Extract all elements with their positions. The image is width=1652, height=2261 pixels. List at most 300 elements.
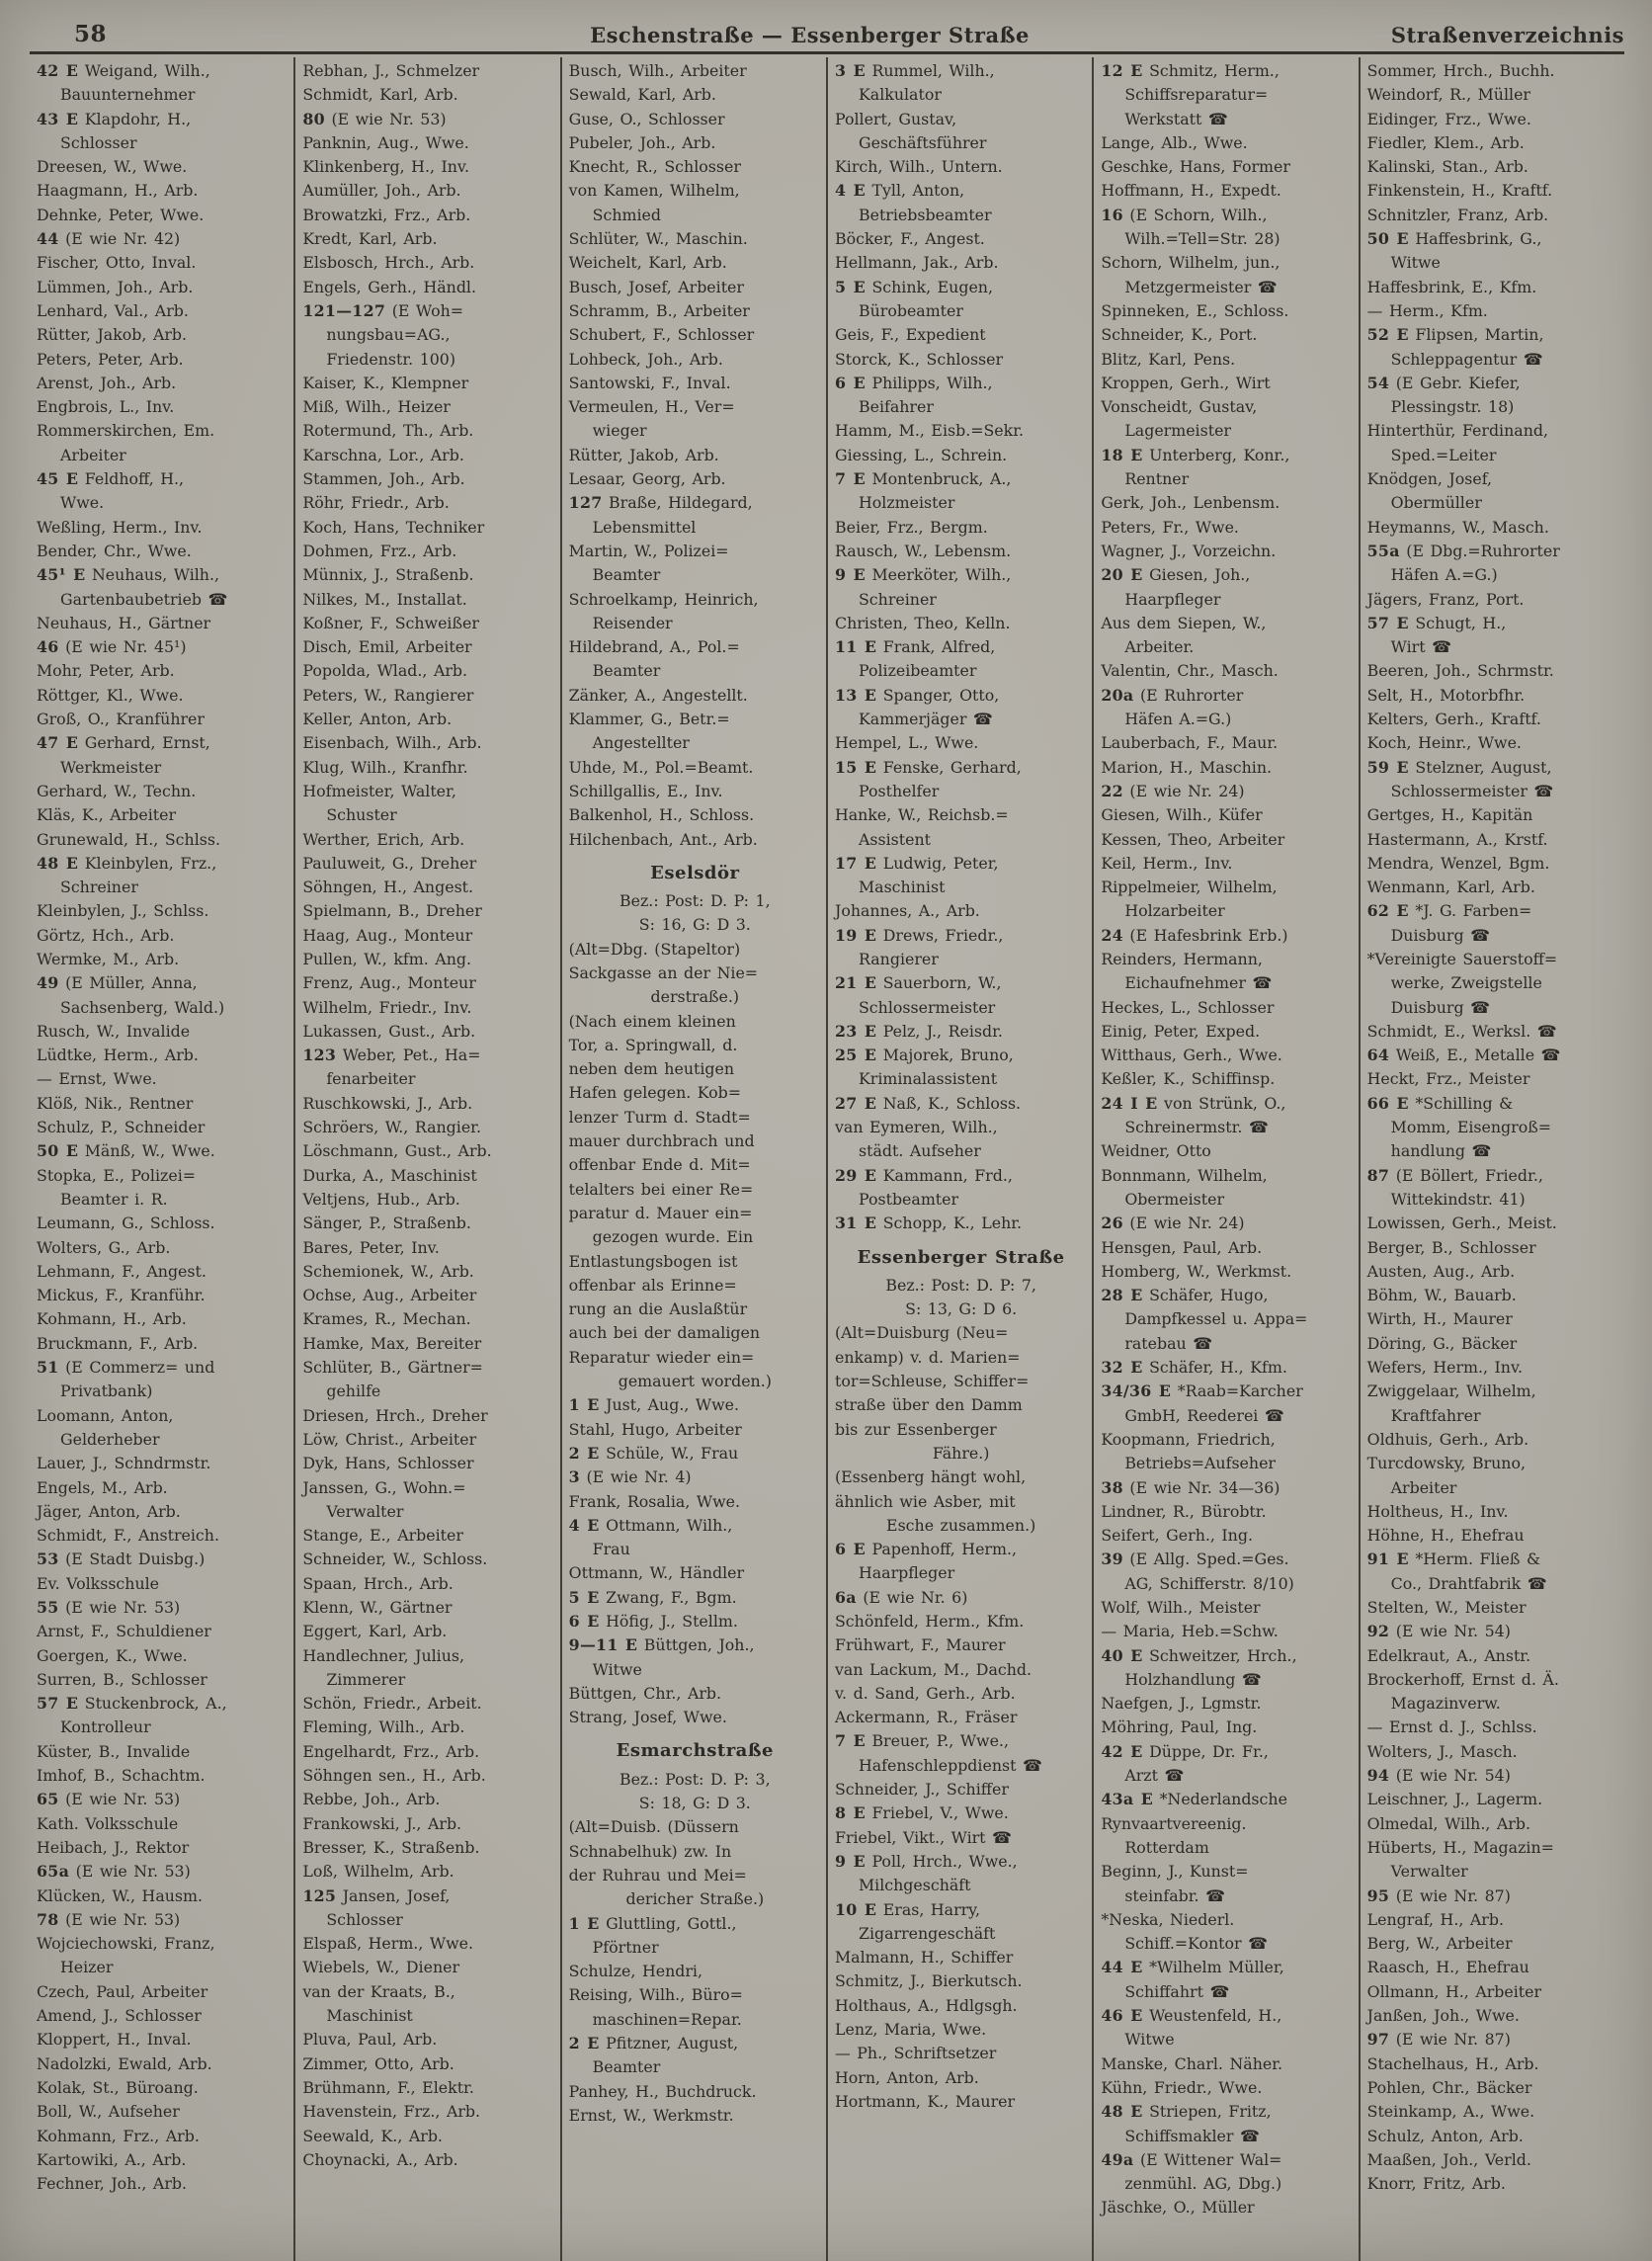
directory-entry-line: 78 (E wie Nr. 53) (37, 1909, 181, 1929)
directory-entry-line: Goergen, K., Wwe. (37, 1645, 188, 1665)
directory-entry-line: auch bei der damaligen (568, 1323, 761, 1343)
directory-entry-line: 65a (E wie Nr. 53) (37, 1862, 191, 1882)
directory-entry-line: 6 E Philipps, Wilh., (834, 373, 993, 392)
directory-entry-line: Einig, Peter, Exped. (1101, 1021, 1261, 1041)
directory-entry-line: 64 Weiß, E., Metalle ☎ (1366, 1046, 1561, 1065)
directory-entry-line: Krames, R., Mechan. (302, 1309, 471, 1329)
directory-entry-line: rung an die Auslaßtür (568, 1299, 748, 1319)
directory-entry-line: Peters, W., Rangierer (302, 685, 474, 705)
directory-entry-line: Lindner, R., Bürobtr. (1101, 1501, 1267, 1521)
directory-entry-line: Holthaus, A., Hdlgsgh. (834, 1995, 1018, 2015)
entry-continuation-line: Schmied (592, 205, 661, 224)
directory-entry-line: Hortmann, K., Maurer (834, 2091, 1016, 2111)
directory-entry-line: 91 E *Herm. Fließ & (1366, 1549, 1541, 1569)
directory-entry-line: 39 (E Allg. Sped.=Ges. (1101, 1549, 1289, 1569)
directory-entry-line: tor=Schleuse, Schiffer= (834, 1372, 1030, 1391)
district-postal-info: S: 18, G: D 3. (638, 1794, 751, 1813)
directory-entry-line: 87 (E Böllert, Friedr., (1366, 1165, 1543, 1185)
directory-entry-line: 50 E Mänß, W., Wwe. (37, 1141, 215, 1161)
entry-continuation-line: Privatbank) (60, 1382, 153, 1401)
directory-entry-line: straße über den Damm (834, 1395, 1023, 1415)
directory-entry-line: Stelten, W., Meister (1366, 1598, 1527, 1617)
directory-entry-line: Busch, Josef, Arbeiter (568, 277, 744, 296)
directory-entry-line: Rütter, Jakob, Arb. (568, 445, 719, 464)
directory-entry-line: Sommer, Hrch., Buchh. (1366, 61, 1555, 80)
directory-entry-line: 57 E Stuckenbrock, A., (37, 1694, 227, 1714)
directory-entry-line: Döring, G., Bäcker (1366, 1333, 1518, 1353)
directory-entry-line: Arnst, F., Schuldiener (37, 1622, 211, 1641)
directory-entry-line: 55a (E Dbg.=Ruhrorter (1366, 541, 1560, 560)
directory-entry-line: (Essenberg hängt wohl, (834, 1467, 1027, 1487)
directory-entry-line: Stahl, Hugo, Arbeiter (568, 1419, 742, 1439)
directory-entry-line: Balkenhol, H., Schloss. (568, 805, 755, 825)
directory-entry-line: Schmitz, J., Bierkutsch. (834, 1971, 1023, 1991)
entry-continuation-line: Betriebs=Aufseher (1124, 1454, 1276, 1473)
directory-entry-line: Koch, Heinr., Wwe. (1366, 733, 1522, 753)
directory-entry-line: 51 (E Commerz= und (37, 1358, 215, 1378)
directory-entry-line: 97 (E wie Nr. 87) (1366, 2030, 1511, 2050)
directory-entry-line: 92 (E wie Nr. 54) (1366, 1622, 1511, 1641)
directory-entry-line: Edelkraut, A., Anstr. (1366, 1645, 1531, 1665)
directory-entry-line: Hafen gelegen. Kob= (568, 1083, 742, 1103)
directory-entry-line: 3 E Rummel, Wilh., (834, 61, 995, 80)
directory-entry-line: 95 (E wie Nr. 87) (1366, 1885, 1511, 1905)
entry-continuation-line: Magazinverw. (1390, 1694, 1501, 1714)
directory-entry-line: Bresser, K., Straßenb. (302, 1837, 480, 1857)
directory-entry-line: Frankowski, J., Arb. (302, 1813, 462, 1833)
directory-entry-line: offenbar Ende d. Mit= (568, 1155, 751, 1175)
directory-entry-line: — Ernst, Wwe. (37, 1069, 157, 1089)
directory-entry-line: Maaßen, Joh., Verld. (1366, 2149, 1531, 2169)
entry-continuation-line: Arbeiter. (1124, 637, 1195, 657)
directory-entry-line: Geschke, Hans, Former (1101, 157, 1290, 177)
directory-entry-line: Nilkes, M., Installat. (302, 589, 467, 609)
directory-entry-line: Steinkamp, A., Wwe. (1366, 2102, 1535, 2122)
directory-entry-line: Rommerskirchen, Em. (37, 421, 215, 441)
directory-entry-line: 24 I E von Strünk, O., (1101, 1093, 1286, 1113)
directory-entry-line: 3 (E wie Nr. 4) (568, 1467, 692, 1487)
directory-entry-line: Hensgen, Paul, Arb. (1101, 1237, 1263, 1257)
directory-entry-line: Beier, Frz., Bergm. (834, 517, 988, 537)
directory-entry-line: Pullen, W., kfm. Ang. (302, 949, 471, 968)
entry-continuation-line: Schlossermeister ☎ (1390, 781, 1554, 800)
directory-entry-line: Höhne, H., Ehefrau (1366, 1526, 1525, 1546)
directory-entry-line: 45 E Feldhoff, H., (37, 469, 185, 489)
directory-entry-line: Ruschkowski, J., Arb. (302, 1093, 473, 1113)
directory-entry-line: Pluva, Paul, Arb. (302, 2030, 438, 2050)
directory-entry-line: 123 Weber, Pet., Ha= (302, 1046, 481, 1065)
directory-entry-line: Kroppen, Gerh., Wirt (1101, 373, 1271, 392)
entry-continuation-line: Postbeamter (858, 1189, 959, 1209)
directory-entry-line: Ochse, Aug., Arbeiter (302, 1286, 477, 1305)
directory-entry-line: offenbar als Erinne= (568, 1275, 737, 1295)
directory-entry-line: Fiedler, Klem., Arb. (1366, 132, 1525, 152)
directory-column (826, 57, 1092, 2261)
directory-entry-line: Röttger, Kl., Wwe. (37, 685, 184, 705)
directory-entry-line: Löschmann, Gust., Arb. (302, 1141, 492, 1161)
directory-entry-line: Panknin, Aug., Wwe. (302, 132, 469, 152)
description-line: dericher Straße.) (625, 1889, 765, 1909)
directory-entry-line: Eggert, Karl, Arb. (302, 1622, 448, 1641)
directory-entry-line: Haagmann, H., Arb. (37, 181, 199, 201)
directory-entry-line: Klinkenberg, H., Inv. (302, 157, 469, 177)
directory-entry-line: Pollert, Gustav, (834, 109, 957, 128)
directory-entry-line: Weidner, Otto (1101, 1141, 1211, 1161)
directory-entry-line: Dehnke, Peter, Wwe. (37, 205, 205, 224)
directory-entry-line: Boll, W., Aufseher (37, 2102, 180, 2122)
directory-entry-line: Brockerhoff, Ernst d. Ä. (1366, 1669, 1559, 1689)
directory-entry-line: Koopmann, Friedrich, (1101, 1429, 1276, 1449)
directory-entry-line: — Ernst d. J., Schlss. (1366, 1717, 1537, 1737)
directory-entry-line: Schlüter, B., Gärtner= (302, 1358, 483, 1378)
directory-entry-line: Knödgen, Josef, (1366, 469, 1493, 489)
directory-entry-line: Hanke, W., Reichsb.= (834, 805, 1009, 825)
entry-continuation-line: maschinen=Repar. (592, 2009, 742, 2029)
entry-continuation-line: Plessingstr. 18) (1390, 397, 1515, 417)
directory-entry-line: Engbrois, L., Inv. (37, 397, 175, 417)
directory-entry-line: Czech, Paul, Arbeiter (37, 1981, 208, 2001)
entry-continuation-line: Lagermeister (1124, 421, 1231, 441)
directory-entry-line: 2 E Schüle, W., Frau (568, 1443, 739, 1463)
directory-entry-line: *Neska, Niederl. (1101, 1909, 1235, 1929)
directory-entry-line: 4 E Tyll, Anton, (834, 181, 965, 201)
entry-continuation-line: Kontrolleur (60, 1717, 151, 1737)
entry-continuation-line: Hafenschleppdienst ☎ (858, 1755, 1042, 1775)
directory-entry-line: 44 (E wie Nr. 42) (37, 229, 181, 249)
directory-entry-line: 9 E Poll, Hrch., Wwe., (834, 1851, 1018, 1871)
directory-entry-line: Engelhardt, Frz., Arb. (302, 1741, 480, 1761)
directory-entry-line: Schnitzler, Franz, Arb. (1366, 205, 1549, 224)
entry-continuation-line: Schreiner (60, 878, 138, 897)
directory-entry-line: Fleming, Wilh., Arb. (302, 1717, 465, 1737)
description-line: derstraße.) (650, 987, 740, 1007)
directory-entry-line: Handlechner, Julius, (302, 1645, 465, 1665)
entry-continuation-line: Wilh.=Tell=Str. 28) (1124, 229, 1280, 249)
page-header (30, 18, 1624, 47)
directory-entry-line: Kühn, Friedr., Wwe. (1101, 2077, 1263, 2097)
directory-entry-line: Ev. Volksschule (37, 1573, 160, 1593)
directory-entry-line: 59 E Stelzner, August, (1366, 757, 1552, 777)
entry-continuation-line: GmbH, Reederei ☎ (1124, 1405, 1284, 1425)
directory-entry-line: 20 E Giesen, Joh., (1101, 565, 1251, 585)
directory-entry-line: Wolters, J., Masch. (1366, 1741, 1518, 1761)
directory-entry-line: Browatzki, Frz., Arb. (302, 205, 471, 224)
directory-entry-line: Selt, H., Motorbfhr. (1366, 685, 1526, 705)
directory-entry-line: 26 (E wie Nr. 24) (1101, 1214, 1245, 1233)
directory-entry-line: Veltjens, Hub., Arb. (302, 1189, 460, 1209)
entry-continuation-line: Werkmeister (60, 757, 162, 777)
directory-entry-line: Storck, K., Schlosser (834, 349, 1004, 369)
directory-entry-line: Strang, Josef, Wwe. (568, 1708, 727, 1727)
entry-continuation-line: Metzgermeister ☎ (1124, 277, 1278, 296)
directory-entry-line: 49 (E Müller, Anna, (37, 973, 198, 993)
directory-entry-line: Schneider, J., Schiffer (834, 1780, 1009, 1800)
description-line: gemauert worden.) (618, 1372, 772, 1391)
directory-entry-line: Küster, B., Invalide (37, 1741, 191, 1761)
entry-continuation-line: Kalkulator (858, 85, 942, 105)
entry-continuation-line: Beamter i. R. (60, 1189, 168, 1209)
directory-entry-line: 125 Jansen, Josef, (302, 1885, 451, 1905)
directory-entry-line: Miß, Wilh., Heizer (302, 397, 451, 417)
directory-entry-line: Marion, H., Maschin. (1101, 757, 1273, 777)
directory-entry-line: Spinneken, E., Schloss. (1101, 300, 1289, 320)
directory-entry-line: Lauberbach, F., Maur. (1101, 733, 1279, 753)
directory-entry-line: Hamke, Max, Bereiter (302, 1333, 482, 1353)
directory-entry-line: Knorr, Fritz, Arb. (1366, 2174, 1506, 2194)
directory-entry-line: lenzer Turm d. Stadt= (568, 1107, 751, 1127)
entry-continuation-line: steinfabr. ☎ (1124, 1885, 1225, 1905)
directory-entry-line: Pohlen, Chr., Bäcker (1366, 2077, 1532, 2097)
directory-entry-line: Fechner, Joh., Arb. (37, 2174, 188, 2194)
directory-entry-line: — Herm., Kfm. (1366, 300, 1488, 320)
directory-entry-line: Wirth, H., Maurer (1366, 1309, 1513, 1329)
directory-entry-line: 28 E Schäfer, Hugo, (1101, 1286, 1269, 1305)
directory-entry-line: Schulz, P., Schneider (37, 1118, 206, 1137)
entry-continuation-line: Wittekindstr. 41) (1390, 1189, 1526, 1209)
directory-entry-line: Oldhuis, Gerh., Arb. (1366, 1429, 1529, 1449)
directory-entry-line: Peters, Peter, Arb. (37, 349, 184, 369)
directory-entry-line: Eisenbach, Wilh., Arb. (302, 733, 482, 753)
entry-continuation-line: Rentner (1124, 469, 1190, 489)
directory-entry-line: Klenn, W., Gärtner (302, 1598, 453, 1617)
directory-entry-line: Seifert, Gerh., Ing. (1101, 1526, 1253, 1546)
directory-entry-line: Groß, O., Kranführer (37, 710, 205, 729)
directory-entry-line: 66 E *Schilling & (1366, 1093, 1514, 1113)
directory-entry-line: Austen, Aug., Arb. (1366, 1261, 1516, 1281)
directory-entry-line: Stopka, E., Polizei= (37, 1165, 196, 1185)
directory-entry-line: Lümmen, Joh., Arb. (37, 277, 194, 296)
directory-entry-line: Böcker, F., Angest. (834, 229, 985, 249)
entry-continuation-line: Beamter (592, 2057, 661, 2077)
entry-continuation-line: Arzt ☎ (1124, 1766, 1185, 1786)
directory-entry-line: 50 E Haffesbrink, G., (1366, 229, 1542, 249)
directory-entry-line: Werther, Erich, Arb. (302, 829, 465, 849)
entry-continuation-line: ratebau ☎ (1124, 1333, 1212, 1353)
directory-entry-line: 62 E *J. G. Farben= (1366, 901, 1532, 921)
directory-entry-line: Aumüller, Joh., Arb. (302, 181, 461, 201)
entry-continuation-line: Friedenstr. 100) (326, 349, 456, 369)
entry-continuation-line: Holzarbeiter (1124, 901, 1225, 921)
directory-entry-line: Manske, Charl. Näher. (1101, 2053, 1283, 2073)
directory-entry-line: Löw, Christ., Arbeiter (302, 1429, 477, 1449)
entry-continuation-line: Witwe (1390, 253, 1441, 273)
directory-entry-line: Sewald, Karl, Arb. (568, 85, 716, 105)
entry-continuation-line: Heizer (60, 1958, 114, 1977)
directory-entry-line: Klücken, W., Hausm. (37, 1885, 204, 1905)
directory-entry-line: Koch, Hans, Techniker (302, 517, 485, 537)
directory-entry-line: 55 (E wie Nr. 53) (37, 1598, 181, 1617)
directory-entry-line: Spaan, Hrch., Arb. (302, 1573, 454, 1593)
directory-entry-line: 48 E Striepen, Fritz, (1101, 2102, 1272, 2122)
directory-entry-line: Ackermann, R., Fräser (834, 1708, 1018, 1727)
entry-continuation-line: Frau (592, 1540, 630, 1559)
directory-entry-line: 38 (E wie Nr. 34—36) (1101, 1477, 1280, 1497)
directory-entry-line: Schön, Friedr., Arbeit. (302, 1694, 482, 1714)
directory-entry-line: Leischner, J., Lagerm. (1366, 1790, 1543, 1809)
directory-entry-line: Naefgen, J., Lgmstr. (1101, 1694, 1262, 1714)
directory-entry-line: Schneider, K., Port. (1101, 325, 1258, 345)
entry-continuation-line: Schreiner (858, 589, 937, 609)
directory-entry-line: Disch, Emil, Arbeiter (302, 637, 472, 657)
directory-entry-line: Jäger, Anton, Arb. (37, 1501, 181, 1521)
directory-entry-line: (Nach einem kleinen (568, 1011, 736, 1031)
entry-continuation-line: Pförtner (592, 1937, 659, 1957)
directory-entry-line: 20a (E Ruhrorter (1101, 685, 1244, 705)
directory-entry-line: Gerhard, W., Techn. (37, 781, 197, 800)
directory-entry-line: Giesen, Wilh., Küfer (1101, 805, 1263, 825)
directory-entry-line: Aus dem Siepen, W., (1101, 613, 1267, 632)
directory-entry-line: Hildebrand, A., Pol.= (568, 637, 740, 657)
street-heading: Eselsdör (650, 862, 740, 883)
directory-entry-line: Amend, J., Schlosser (37, 2006, 202, 2026)
description-line: Esche zusammen.) (886, 1515, 1036, 1535)
page-number: 58 (74, 21, 108, 47)
directory-entry-line: Weindorf, R., Müller (1366, 85, 1530, 105)
directory-entry-line: Santowski, F., Inval. (568, 373, 731, 392)
entry-continuation-line: städt. Aufseher (858, 1141, 981, 1161)
entry-continuation-line: Holzmeister (858, 493, 955, 513)
directory-entry-line: Heymanns, W., Masch. (1366, 517, 1549, 537)
directory-entry-line: Stammen, Joh., Arb. (302, 469, 465, 489)
directory-entry-line: 9 E Meerköter, Wilh., (834, 565, 1012, 585)
entry-continuation-line: Assistent (858, 829, 931, 849)
directory-entry-line: Hinterthür, Ferdinand, (1366, 421, 1549, 441)
directory-entry-line: 11 E Frank, Alfred, (834, 637, 996, 657)
directory-entry-line: Lengraf, H., Arb. (1366, 1909, 1504, 1929)
directory-entry-line: Vonscheidt, Gustav, (1101, 397, 1258, 417)
directory-entry-line: Elspaß, Herm., Wwe. (302, 1934, 473, 1954)
entry-continuation-line: Obermüller (1390, 493, 1482, 513)
directory-entry-line: Büttgen, Chr., Arb. (568, 1683, 722, 1703)
directory-entry-line: Rotermund, Th., Arb. (302, 421, 474, 441)
district-postal-info: S: 13, G: D 6. (905, 1299, 1018, 1319)
directory-entry-line: Turcdowsky, Bruno, (1366, 1454, 1526, 1473)
directory-entry-line: 42 E Weigand, Wilh., (37, 61, 210, 80)
directory-column (1359, 57, 1624, 2261)
directory-entry-line: 25 E Majorek, Bruno, (834, 1046, 1014, 1065)
directory-entry-line: 23 E Pelz, J., Reisdr. (834, 1021, 1003, 1041)
directory-entry-line: Wolf, Wilh., Meister (1101, 1598, 1261, 1617)
directory-entry-line: Hoffmann, H., Expedt. (1101, 181, 1281, 201)
directory-entry-line: Schönfeld, Herm., Kfm. (834, 1612, 1025, 1631)
directory-entry-line: Schröers, W., Rangier. (302, 1118, 482, 1137)
directory-entry-line: Lukassen, Gust., Arb. (302, 1021, 476, 1041)
entry-continuation-line: Schiff.=Kontor ☎ (1124, 1934, 1268, 1954)
entry-continuation-line: Duisburg ☎ (1390, 925, 1490, 945)
directory-entry-line: Wolters, G., Arb. (37, 1237, 171, 1257)
directory-entry-line: Schroelkamp, Heinrich, (568, 589, 759, 609)
entry-continuation-line: werke, Zweigstelle (1390, 973, 1542, 993)
directory-entry-line: Reparatur wieder ein= (568, 1347, 755, 1367)
directory-entry-line: Zimmer, Otto, Arb. (302, 2053, 454, 2073)
entry-continuation-line: Posthelfer (858, 781, 940, 800)
directory-entry-line: Schubert, F., Schlosser (568, 325, 755, 345)
directory-entry-line: von Kamen, Wilhelm, (568, 181, 740, 201)
street-heading: Esmarchstraße (616, 1740, 774, 1762)
directory-entry-line: Lenz, Maria, Wwe. (834, 2020, 987, 2040)
directory-entry-line: Kohmann, Frz., Arb. (37, 2126, 200, 2145)
directory-entry-line: 49a (E Wittener Wal= (1101, 2149, 1282, 2169)
directory-entry-line: Schlüter, W., Maschin. (568, 229, 748, 249)
directory-entry-line: *Vereinigte Sauerstoff= (1366, 949, 1558, 968)
directory-entry-line: Rausch, W., Lebensm. (834, 541, 1012, 560)
entry-continuation-line: Lebensmittel (592, 517, 697, 537)
directory-entry-line: Rebbe, Joh., Arb. (302, 1790, 441, 1809)
directory-entry-line: Heckt, Frz., Meister (1366, 1069, 1530, 1089)
directory-entry-line: Spielmann, B., Dreher (302, 901, 482, 921)
directory-entry-line: Schemionek, W., Arb. (302, 1261, 474, 1281)
directory-entry-line: 7 E Breuer, P., Wwe., (834, 1731, 1009, 1751)
directory-column (293, 57, 559, 2261)
directory-entry-line: Janssen, G., Wohn.= (302, 1477, 466, 1497)
directory-entry-line: 94 (E wie Nr. 54) (1366, 1766, 1511, 1786)
directory-entry-line: Frank, Rosalia, Wwe. (568, 1491, 740, 1511)
directory-entry-line: Schmidt, F., Anstreich. (37, 1526, 219, 1546)
directory-entry-line: 46 E Weustenfeld, H., (1101, 2006, 1282, 2026)
directory-entry-line: Elsbosch, Hrch., Arb. (302, 253, 475, 273)
directory-entry-line: Peters, Fr., Wwe. (1101, 517, 1239, 537)
directory-entry-line: Hempel, L., Wwe. (834, 733, 979, 753)
directory-entry-line: (Alt=Duisb. (Düssern (568, 1817, 739, 1837)
directory-entry-line: Homberg, W., Werkmst. (1101, 1261, 1292, 1281)
directory-entry-line: Lauer, J., Schndrmstr. (37, 1454, 211, 1473)
directory-entry-line: 5 E Zwang, F., Bgm. (568, 1587, 737, 1607)
directory-entry-line: Kaiser, K., Klempner (302, 373, 469, 392)
directory-entry-line: Dyk, Hans, Schlosser (302, 1454, 474, 1473)
entry-continuation-line: AG, Schifferstr. 8/10) (1124, 1573, 1294, 1593)
directory-entry-line: 7 E Montenbruck, A., (834, 469, 1012, 489)
directory-entry-line: Entlastungsbogen ist (568, 1251, 738, 1271)
directory-entry-line: Schorn, Wilhelm, jun., (1101, 253, 1280, 273)
directory-entry-line: Stachelhaus, H., Arb. (1366, 2053, 1539, 2073)
directory-entry-line: 53 (E Stadt Duisbg.) (37, 1549, 206, 1569)
directory-entry-line: Uhde, M., Pol.=Beamt. (568, 757, 754, 777)
directory-entry-line: 34/36 E *Raab=Karcher (1101, 1382, 1303, 1401)
directory-entry-line: Durka, A., Maschinist (302, 1165, 477, 1185)
directory-entry-line: Zänker, A., Angestellt. (568, 685, 748, 705)
directory-entry-line: 42 E Düppe, Dr. Fr., (1101, 1741, 1269, 1761)
directory-entry-line: Klöß, Nik., Rentner (37, 1093, 194, 1113)
entry-continuation-line: Witwe (1124, 2030, 1175, 2050)
directory-entry-line: Frühwart, F., Maurer (834, 1635, 1006, 1655)
entry-continuation-line: Schreinermstr. ☎ (1124, 1118, 1269, 1137)
directory-entry-line: Söhngen sen., H., Arb. (302, 1766, 486, 1786)
directory-entry-line: Jägers, Franz, Port. (1366, 589, 1525, 609)
directory-entry-line: 45¹ E Neuhaus, Wilh., (37, 565, 220, 585)
directory-entry-line: van Eymeren, Wilh., (834, 1118, 998, 1137)
directory-entry-line: Busch, Wilh., Arbeiter (568, 61, 747, 80)
directory-entry-line: Lowissen, Gerh., Meist. (1366, 1214, 1557, 1233)
directory-entry-line: 5 E Schink, Eugen, (834, 277, 993, 296)
entry-continuation-line: Schleppagentur ☎ (1390, 349, 1543, 369)
directory-entry-line: 54 (E Gebr. Kiefer, (1366, 373, 1521, 392)
page-title: Eschenstraße — Essenberger Straße (590, 23, 1030, 47)
directory-entry-line: Arenst, Joh., Arb. (37, 373, 177, 392)
directory-entry-line: Guse, O., Schlosser (568, 109, 725, 128)
directory-entry-line: 15 E Fenske, Gerhard, (834, 757, 1022, 777)
directory-entry-line: Knecht, R., Schlosser (568, 157, 741, 177)
directory-entry-line: Wiebels, W., Diener (302, 1958, 460, 1977)
entry-continuation-line: Schuster (326, 805, 397, 825)
directory-entry-line: Horn, Anton, Arb. (834, 2067, 979, 2087)
directory-entry-line: Rütter, Jakob, Arb. (37, 325, 188, 345)
directory-entry-line: Loomann, Anton, (37, 1405, 174, 1425)
directory-entry-line: 43a E *Nederlandsche (1101, 1790, 1287, 1809)
entry-continuation-line: gezogen wurde. Ein (592, 1227, 754, 1247)
directory-entry-line: Kalinski, Stan., Arb. (1366, 157, 1528, 177)
directory-entry-line: Tor, a. Springwall, d. (568, 1035, 738, 1054)
entry-continuation-line: Eichaufnehmer ☎ (1124, 973, 1273, 993)
